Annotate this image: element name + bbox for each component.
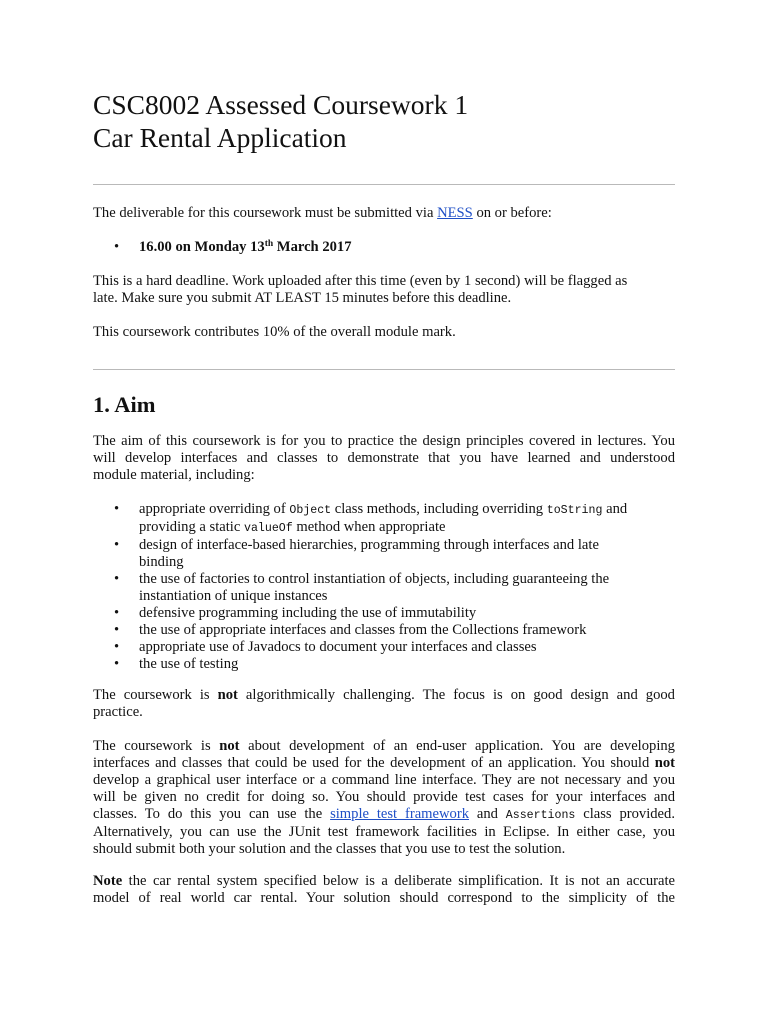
end-user-paragraph: The coursework is not about development of an end-user application. You are developing interfaces and classes that could be used for the development of an application. You should not develop a graphical user interface or a command line interface. They are not necessary and you will be given no credit for doing so. You should provide test cases for your interfaces and classes. To do this you can use the simple test framework and Assertions class provided. Alternatively, you can use the JUnit test framework facilities in Eclipse. In either case, you should submit both your solution and the classes that you use to test the solution. xyxy=(93,738,675,857)
title-line-subject: Car Rental Application xyxy=(93,122,347,153)
ness-link[interactable]: NESS xyxy=(437,205,473,221)
list-item: • design of interface-based hierarchies, programming through interfaces and late binding xyxy=(114,537,599,570)
submission-paragraph: The deliverable for this coursework must be submitted via NESS on or before: xyxy=(93,205,552,221)
deadline-text: 16.00 on Monday 13th March 2017 xyxy=(139,239,352,255)
code-assertions: Assertions xyxy=(505,809,576,822)
note-label: Note xyxy=(93,873,123,889)
simple-test-framework-link[interactable]: simple test framework xyxy=(330,806,469,822)
code-valueof: valueOf xyxy=(243,522,293,535)
list-item: • appropriate use of Javadocs to document your interfaces and classes xyxy=(114,639,537,655)
list-item: • appropriate overriding of Object class methods, including overriding toString and providing a static valueOf method when appropriate xyxy=(114,501,628,535)
contribution-paragraph: This coursework contributes 10% of the overall module mark. xyxy=(93,324,456,340)
document-title xyxy=(93,88,468,154)
aim-paragraph: The aim of this coursework is for you to practice the design principles covered in lectures. You will develop interfaces and classes to demonstrate that you have learned and understood module material, including: xyxy=(93,433,675,483)
divider-top xyxy=(93,184,675,185)
note-paragraph: Note the car rental system specified below is a deliberate simplification. It is not an accurate model of real world car rental. Your solution should correspond to the simplicity of the xyxy=(93,873,675,906)
list-item: • the use of appropriate interfaces and classes from the Collections framework xyxy=(114,622,587,638)
hard-deadline-paragraph: This is a hard deadline. Work uploaded after this time (even by 1 second) will be flagged as late. Make sure you submit AT LEAST 15 minutes before this deadline. xyxy=(93,273,628,306)
aim-list xyxy=(93,501,675,673)
code-tostring: toString xyxy=(546,504,603,517)
list-item: • the use of testing xyxy=(114,656,239,672)
divider-aim xyxy=(93,369,675,370)
aim-heading: 1. Aim xyxy=(93,392,156,417)
not-algorithmic-paragraph: The coursework is not algorithmically challenging. The focus is on good design and good practice. xyxy=(93,687,675,720)
bullet-dot: • xyxy=(114,239,120,255)
list-item: • defensive programming including the use of immutability xyxy=(114,605,477,621)
list-item: • the use of factories to control instantiation of objects, including guaranteeing the instantiation of unique instances xyxy=(114,571,610,604)
code-object: Object xyxy=(289,504,332,517)
title-line-course: CSC8002 Assessed Coursework 1 xyxy=(93,89,469,120)
